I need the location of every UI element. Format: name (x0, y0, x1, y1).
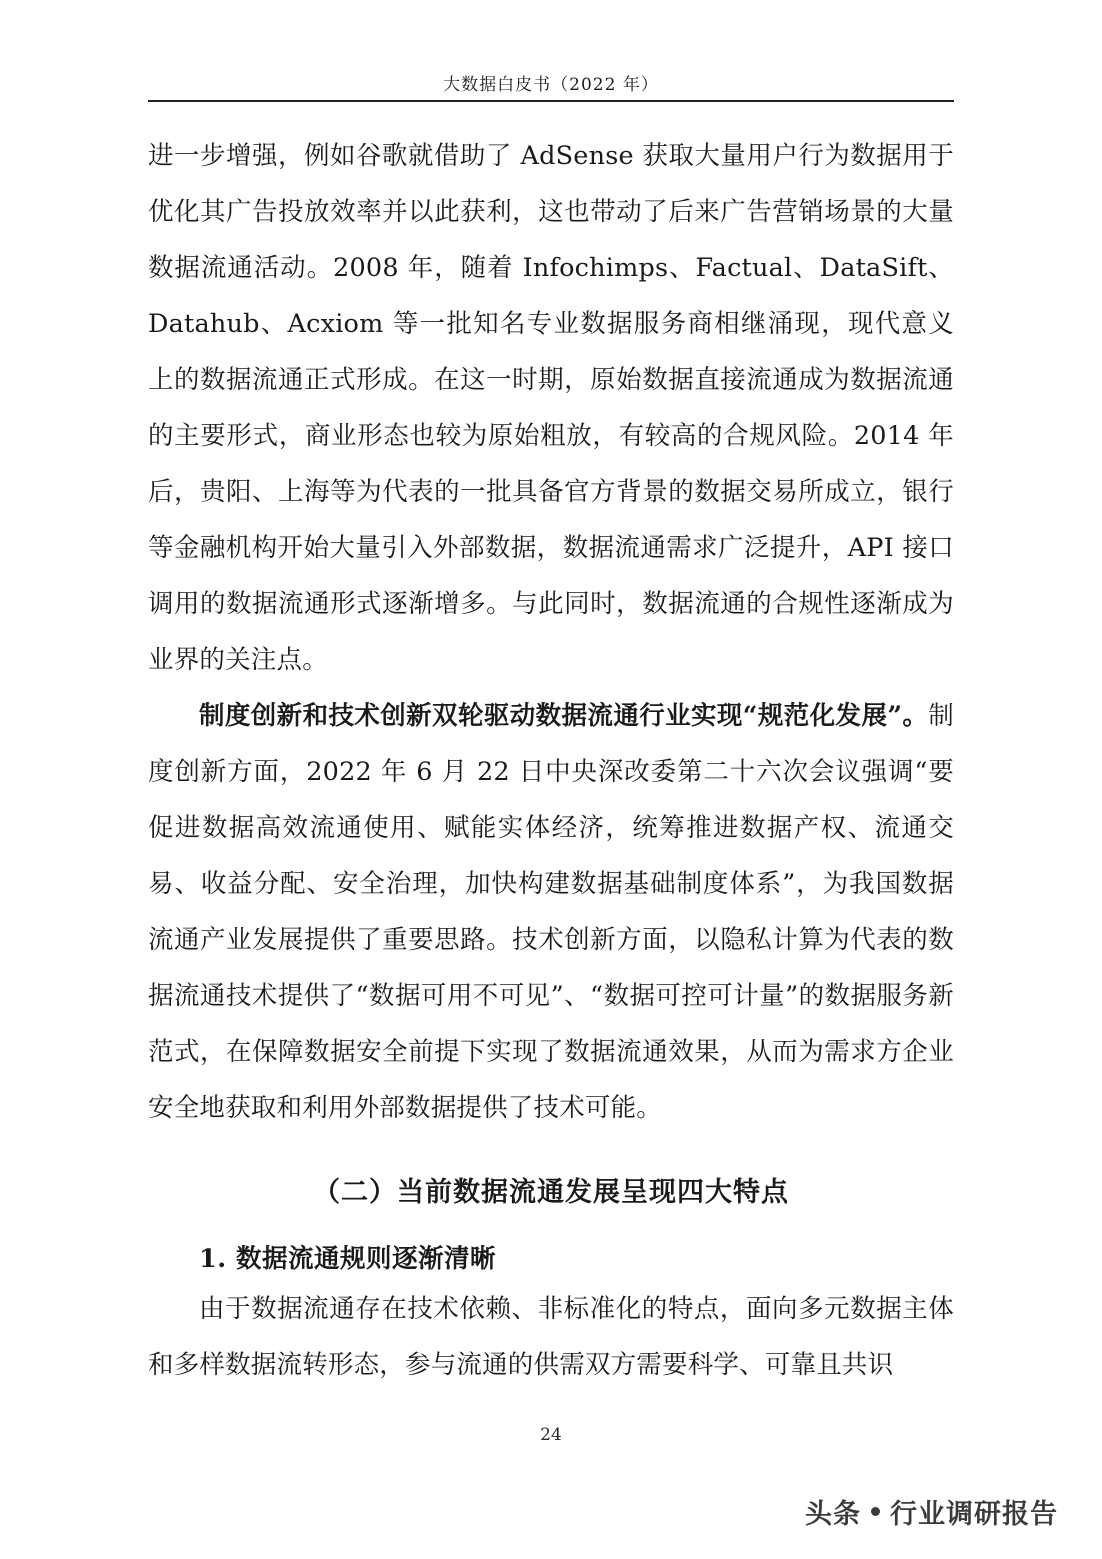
page-header: 大数据白皮书（2022 年） (443, 75, 659, 95)
bullet-dot-icon (871, 1507, 880, 1516)
paragraph-body-rest: 制度创新方面，2022 年 6 月 22 日中央深改委第二十六次会议强调“要促进数据高效流通使用、赋能实体经济，统筹推进数据产权、流通交易、收益分配、安全治理，加快构建数据基础制度体系”，为我国数据流通产业发展提供了重要思路。技术创新方面，以隐私计算为代表的数据流通技术提供了“数据可用不可见”、“数据可控可计量”的数据服务新范式，在保障数据安全前提下实现了数据流通效果，从而为需求方企业安全地获取和利用外部数据提供了技术可能。 (148, 701, 954, 1123)
toutiao-logo-text: 头条 (805, 1499, 861, 1530)
section-heading: （二）当前数据流通发展呈现四大特点 (313, 1177, 789, 1208)
watermark-label: 行业调研报告 (890, 1499, 1058, 1530)
subsection-heading: 1. 数据流通规则逐渐清晰 (199, 1244, 496, 1274)
paragraph-data-circulation-rules: 由于数据流通存在技术依赖、非标准化的特点，面向多元数据主体和多样数据流转形态，参与流通的供需双方需要科学、可靠且共识 (148, 1294, 954, 1380)
paragraph-continuation: 进一步增强，例如谷歌就借助了 AdSense 获取大量用户行为数据用于优化其广告投放效率并以此获利，这也带动了后来广告营销场景的大量数据流通活动。2008 年，随着 Infochimps、Factual、DataSift、Datahub、Acxiom 等一批知名专业数据服务商相继涌现，现代意义上的数据流通正式形成。在这一时期，原始数据直接流通成为数据流通的主要形式，商业形态也较为原始粗放，有较高的合规风险。2014 年后，贵阳、上海等为代表的一批具备官方背景的数据交易所成立，银行等金融机构开始大量引入外部数据，数据流通需求广泛提升，API 接口调用的数据流通形式逐渐增多。与此同时，数据流通的合规性逐渐成为业界的关注点。 (148, 141, 954, 675)
watermark (805, 1492, 1058, 1531)
paragraph-institutional-innovation (148, 688, 954, 1136)
header-divider (148, 100, 954, 102)
page-content (148, 128, 954, 1393)
paragraph-lead-bold: 制度创新和技术创新双轮驱动数据流通行业实现“规范化发展”。 (199, 701, 929, 731)
page-number: 24 (540, 1425, 562, 1445)
